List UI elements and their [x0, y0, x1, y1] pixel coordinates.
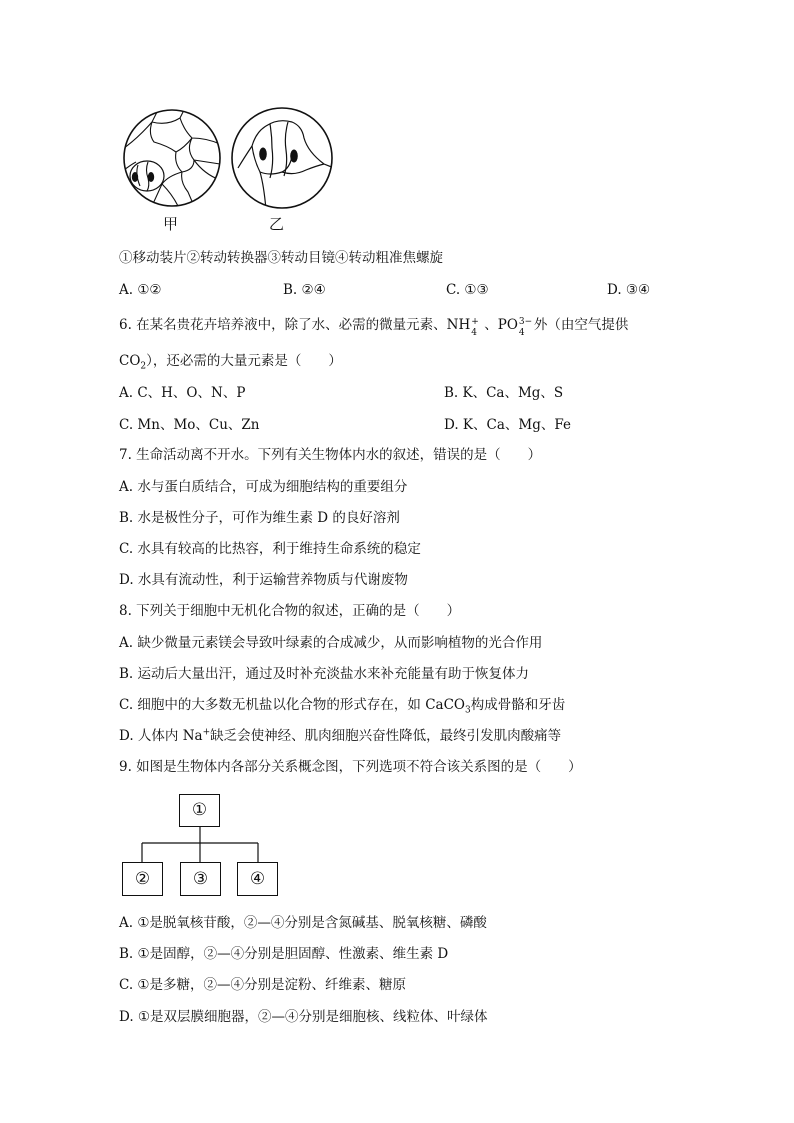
q8-option-a: A. 缺少微量元素镁会导致叶绿素的合成减少，从而影响植物的光合作用 — [119, 635, 543, 651]
figure-label-yi: 乙 — [269, 215, 285, 233]
concept-box-3: ④ — [237, 862, 278, 896]
figure-label-jia: 甲 — [163, 215, 179, 233]
q6-stem-line2: $CO_2$），还必需的大量元素是（ ） — [119, 353, 342, 372]
q8-option-c: C. 细胞中的大多数无机盐以化合物的形式存在，如 CaCO$_3$构成骨骼和牙齿 — [119, 697, 566, 716]
q6-option-c: C. Mn、Mo、Cu、Zn — [119, 417, 260, 433]
q5-option-a: A. ①② — [119, 282, 162, 298]
q6-option-a: A. C、H、O、N、P — [119, 385, 246, 401]
q7-option-c: C. 水具有较高的比热容，利于维持生命系统的稳定 — [119, 541, 421, 557]
q8-option-b: B. 运动后大量出汗，通过及时补充淡盐水来补充能量有助于恢复体力 — [119, 666, 530, 682]
concept-box-2: ③ — [180, 862, 221, 896]
q9-option-a: A. ①是脱氧核苷酸，②—④分别是含氮碱基、脱氧核糖、磷酸 — [119, 915, 487, 931]
operation-steps: ①移动装片②转动转换器③转动目镜④转动粗准焦螺旋 — [119, 250, 443, 266]
microscope-field-jia — [122, 108, 222, 208]
concept-box-1: ② — [122, 862, 163, 896]
q6-option-b: B. K、Ca、Mg、S — [444, 385, 564, 401]
concept-diagram-connectors — [120, 826, 280, 866]
q9-stem: 9. 如图是生物体内各部分关系概念图，下列选项不符合该关系图的是（ ） — [119, 759, 582, 775]
q9-option-b: B. ①是固醇，②—④分别是胆固醇、性激素、维生素 D — [119, 946, 449, 962]
q6-stem: 6. 在某名贵花卉培养液中，除了水、必需的微量元素、NH + 4 、PO 3− 4 外（由空气提供 — [119, 317, 629, 338]
concept-box-top: ① — [179, 794, 220, 827]
q8-stem: 8. 下列关于细胞中无机化合物的叙述，正确的是（ ） — [119, 603, 461, 619]
q7-stem: 7. 生命活动离不开水。下列有关生物体内水的叙述，错误的是（ ） — [119, 447, 542, 463]
q7-option-d: D. 水具有流动性，利于运输营养物质与代谢废物 — [119, 572, 408, 588]
microscope-field-yi — [230, 106, 334, 210]
q7-option-b: B. 水是极性分子，可作为维生素 D 的良好溶剂 — [119, 510, 400, 526]
q7-option-a: A. 水与蛋白质结合，可成为细胞结构的重要组分 — [119, 479, 408, 495]
q5-option-d: D. ③④ — [607, 282, 651, 298]
q9-option-c: C. ①是多糖，②—④分别是淀粉、纤维素、糖原 — [119, 977, 407, 993]
q5-option-b: B. ②④ — [283, 282, 326, 298]
q9-option-d: D. ①是双层膜细胞器，②—④分别是细胞核、线粒体、叶绿体 — [119, 1009, 488, 1025]
q6-option-d: D. K、Ca、Mg、Fe — [444, 417, 571, 433]
q8-option-d: D. 人体内 Na+缺乏会使神经、肌肉细胞兴奋性降低，最终引发肌肉酸痛等 — [119, 727, 562, 744]
q5-option-c: C. ①③ — [446, 282, 489, 298]
